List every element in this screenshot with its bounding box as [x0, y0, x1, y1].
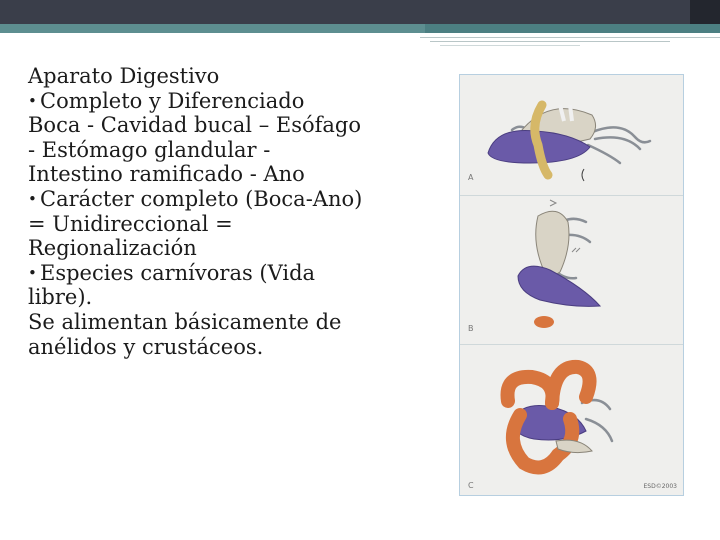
text-line [28, 162, 428, 187]
bullet: • [28, 91, 37, 110]
text-line [28, 335, 428, 360]
text-line [28, 212, 428, 237]
text-line-content: Boca - Cavidad bucal – Esófago [28, 113, 361, 138]
text-line-content: Aparato Digestivo [28, 64, 220, 88]
animal-drawing-a [460, 75, 683, 195]
illustration-panel-a [460, 75, 683, 195]
bullet: • [28, 189, 37, 208]
illustration-panel-c [460, 345, 683, 495]
feeding-illustration [459, 74, 684, 496]
text-line [28, 138, 428, 163]
text-line [28, 310, 428, 335]
top-right-dark-block [690, 0, 720, 24]
animal-drawing-b [460, 196, 683, 344]
top-decorative-band [0, 0, 720, 24]
text-line-content: Carácter completo (Boca-Ano) [40, 186, 363, 211]
text-line-content: Intestino ramificado - Ano [28, 162, 305, 187]
text-line [28, 236, 428, 261]
animal-drawing-c [460, 345, 683, 495]
bullet-line [28, 187, 428, 212]
text-line-content: = Unidireccional = [28, 211, 233, 236]
panel-label-b: B [468, 324, 474, 333]
text-line-content: Se alimentan básicamente de [28, 309, 342, 334]
text-line-content: Completo y Diferenciado [40, 88, 305, 113]
text-line [28, 113, 428, 138]
panel-label-c: C [468, 481, 474, 490]
header-thin-lines [420, 33, 720, 47]
panel-label-a: A [468, 173, 474, 182]
bullet-line [28, 89, 428, 114]
bullet-line [28, 261, 428, 286]
text-line-content: libre). [28, 285, 93, 310]
teal-accent-band-right [425, 24, 720, 33]
text-line-content: Especies carnívoras (Vida [40, 260, 316, 285]
text-line-content: anélidos y crustáceos. [28, 334, 264, 359]
text-line [28, 285, 428, 310]
bullet: • [28, 263, 37, 282]
text-line-content: Regionalización [28, 236, 197, 261]
text-line [28, 64, 428, 89]
slide-body-text [28, 64, 428, 359]
illustration-credit: ESD©2003 [643, 483, 677, 490]
illustration-panel-b [460, 196, 683, 344]
text-line-content: - Estómago glandular - [28, 137, 271, 162]
